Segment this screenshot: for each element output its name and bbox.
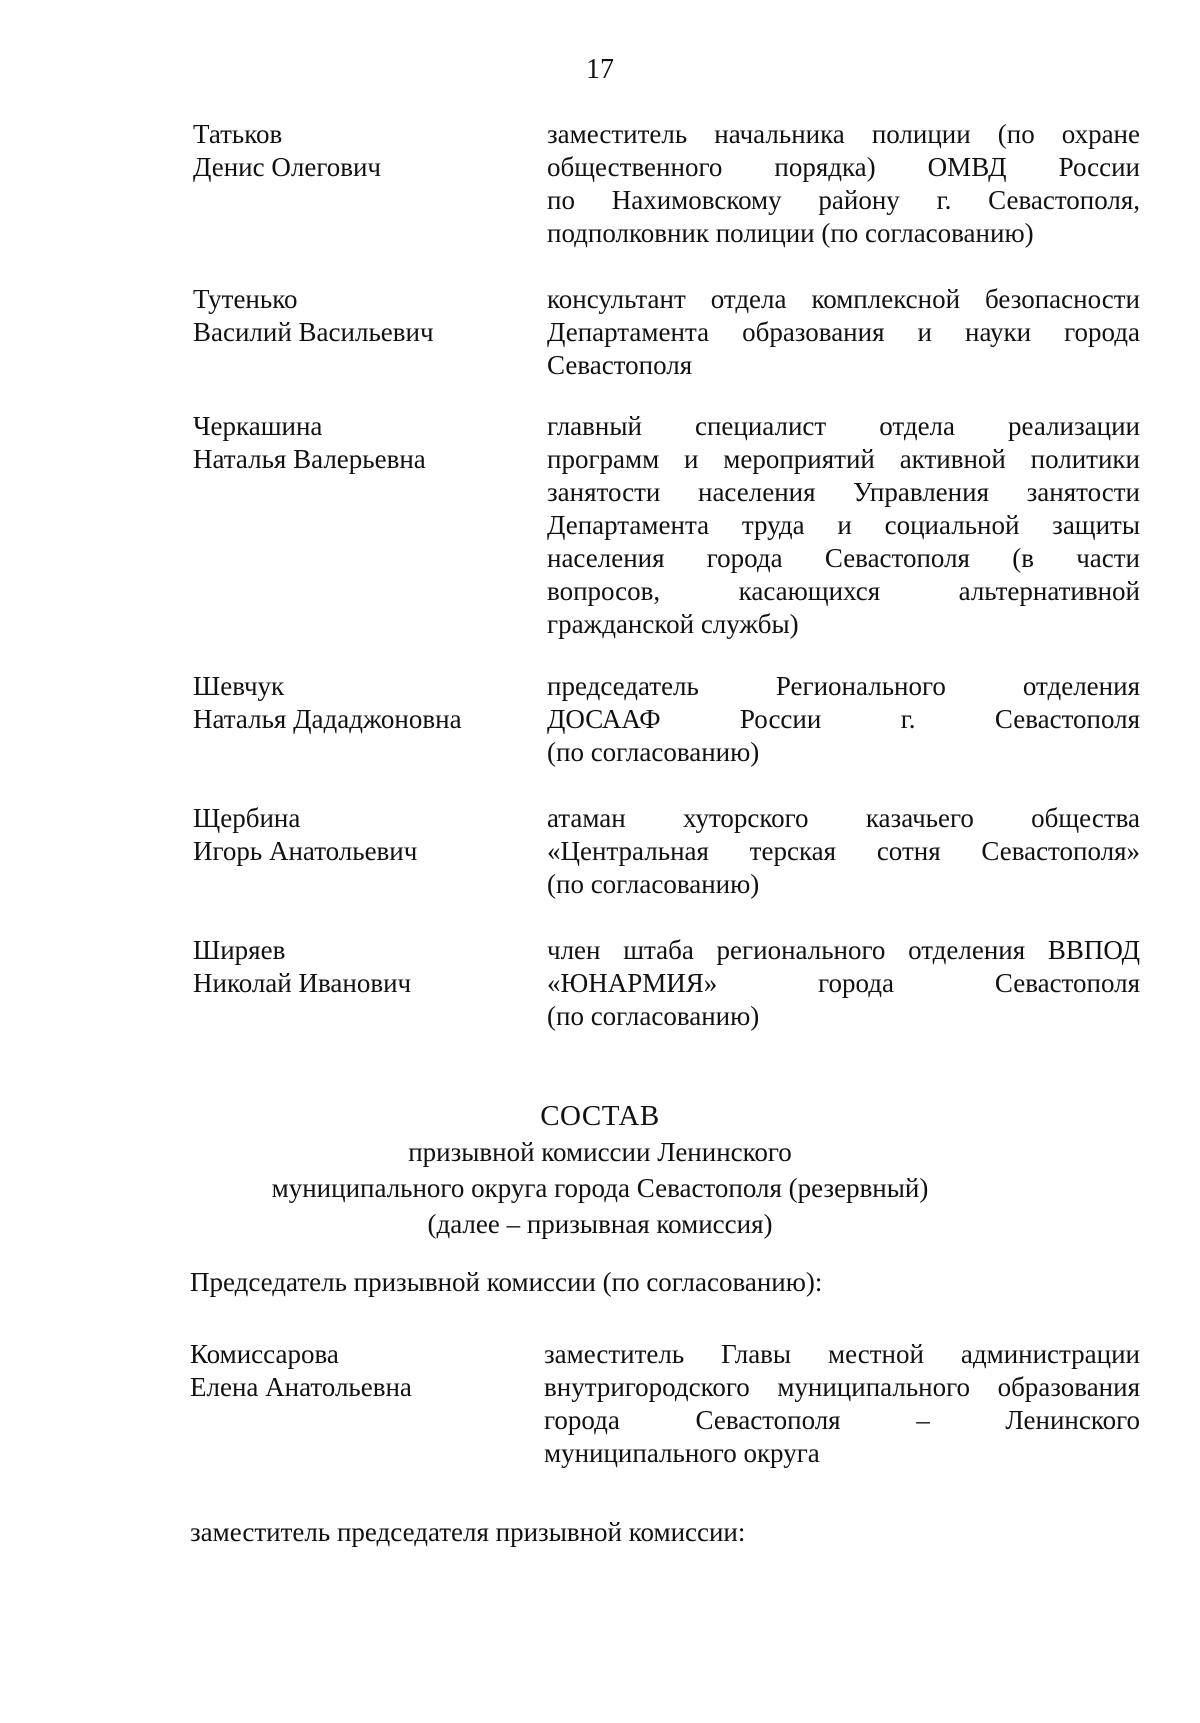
member-surname: Щербина	[193, 803, 301, 833]
composition-subtitle-line: муниципального округа города Севастополя (резервный)	[271, 1173, 929, 1203]
role-line: программ и мероприятий активной политики	[547, 444, 1140, 474]
member-surname: Шевчук	[193, 671, 285, 701]
role-line: ДОСААФ России г. Севастополя	[547, 704, 1140, 734]
role-line: населения города Севастополя (в части	[547, 543, 1140, 573]
role-line: консультант отдела комплексной безопасности	[547, 284, 1140, 314]
member-role	[547, 670, 1140, 769]
member-given-name: Игорь Анатольевич	[193, 836, 418, 866]
member-role	[547, 802, 1140, 901]
role-line: (по согласованию)	[547, 869, 760, 899]
member-given-name: Наталья Валерьевна	[193, 444, 426, 474]
role-line: заместитель Главы местной администрации	[544, 1339, 1140, 1369]
role-line: Департамента труда и социальной защиты	[547, 510, 1140, 540]
role-line: председатель Регионального отделения	[547, 671, 1140, 701]
role-line: подполковник полиции (по согласованию)	[547, 218, 1034, 248]
member-name	[193, 410, 523, 476]
chairman-given-name: Елена Анатольевна	[190, 1372, 412, 1402]
member-role	[547, 283, 1140, 382]
role-line: занятости населения Управления занятости	[547, 477, 1140, 507]
member-surname: Черкашина	[193, 411, 323, 441]
composition-heading	[0, 1098, 1200, 1242]
role-line: муниципального округа	[544, 1438, 820, 1468]
chairman-surname: Комиссарова	[190, 1339, 339, 1369]
chairman-role	[544, 1338, 1140, 1470]
member-surname: Тутенько	[193, 284, 298, 314]
member-given-name: Николай Иванович	[193, 968, 412, 998]
member-surname: Ширяев	[193, 935, 286, 965]
role-line: атаман хуторского казачьего общества	[547, 803, 1140, 833]
role-line: по Нахимовскому району г. Севастополя,	[547, 185, 1140, 215]
member-name	[193, 118, 523, 184]
composition-title: СОСТАВ	[540, 1100, 660, 1132]
page-number: 17	[586, 54, 614, 85]
member-role	[547, 118, 1140, 250]
member-role	[547, 934, 1140, 1033]
chairman-name	[190, 1338, 520, 1404]
role-line: главный специалист отдела реализации	[547, 411, 1140, 441]
member-name	[193, 802, 523, 868]
member-name	[193, 283, 523, 349]
role-line: заместитель начальника полиции (по охране	[547, 119, 1140, 149]
member-given-name: Денис Олегович	[193, 152, 381, 182]
role-line: член штаба регионального отделения ВВПОД	[547, 935, 1140, 965]
role-line: гражданской службы)	[547, 609, 799, 639]
composition-subtitle-line: (далее – призывная комиссия)	[427, 1209, 773, 1239]
member-name	[193, 670, 523, 736]
role-line: (по согласованию)	[547, 737, 760, 767]
composition-subtitle-line: призывной комиссии Ленинского	[408, 1137, 792, 1167]
role-line: вопросов, касающихся альтернативной	[547, 576, 1140, 606]
member-given-name: Наталья Дададжоновна	[193, 704, 462, 734]
chairman-label: Председатель призывной комиссии (по согласованию):	[190, 1267, 823, 1297]
member-given-name: Василий Васильевич	[193, 317, 434, 347]
role-line: внутригородского муниципального образования	[544, 1372, 1140, 1402]
role-line: города Севастополя – Ленинского	[544, 1405, 1140, 1435]
role-line: «ЮНАРМИЯ» города Севастополя	[547, 968, 1140, 998]
role-line: Севастополя	[547, 350, 693, 380]
member-role	[547, 410, 1140, 641]
member-name	[193, 934, 523, 1000]
member-surname: Татьков	[193, 119, 283, 149]
deputy-label: заместитель председателя призывной комиссии:	[190, 1517, 746, 1547]
role-line: «Центральная терская сотня Севастополя»	[547, 836, 1140, 866]
role-line: (по согласованию)	[547, 1001, 760, 1031]
role-line: общественного порядка) ОМВД России	[547, 152, 1140, 182]
role-line: Департамента образования и науки города	[547, 317, 1140, 347]
